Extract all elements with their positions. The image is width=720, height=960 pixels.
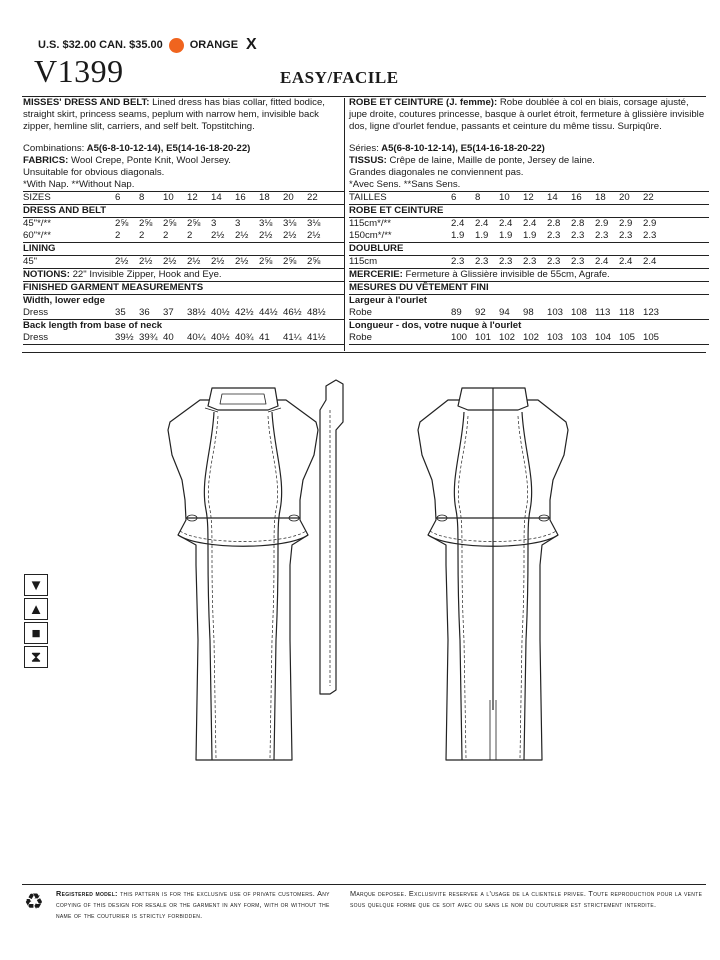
english-unsuitable: Unsuitable for obvious diagonals.	[23, 167, 165, 178]
series-label: Séries:	[349, 143, 379, 154]
copyright-lead: Registered model:	[56, 889, 118, 898]
english-column	[23, 97, 345, 345]
table-cell: 2.9	[619, 218, 633, 229]
price-text: U.S. $32.00 CAN. $35.00	[38, 39, 163, 51]
table-cell: 2⅝	[139, 218, 153, 229]
copyright-text: this pattern is for the exclusive use of private customers. Any copying of this design for resale or the garment in any form, with or without the name of the couturier is strictly forbidden.	[56, 889, 330, 920]
table-cell: 37	[163, 307, 174, 318]
table-cell: 16	[571, 192, 582, 203]
table-cell: 2⅝	[283, 256, 297, 267]
table-cell: 10	[499, 192, 510, 203]
table-cell: 3⅛	[307, 218, 321, 229]
table-cell: 108	[571, 307, 588, 318]
table-cell: 103	[547, 332, 564, 343]
doublure-label: DOUBLURE	[349, 243, 404, 254]
difficulty-label: EASY/FACILE	[280, 68, 399, 87]
table-cell: 103	[547, 307, 564, 318]
back-length-heading	[23, 320, 345, 332]
row-150-cells	[451, 230, 667, 242]
table-cell: 100	[451, 332, 468, 343]
tailles-cells	[451, 192, 667, 204]
table-cell: 2⅝	[115, 218, 129, 229]
width-label: Width, lower edge	[23, 295, 105, 306]
dress-length-row	[23, 332, 345, 345]
dress-width-row	[23, 307, 345, 320]
fabrics-label: FABRICS:	[23, 155, 69, 166]
english-description	[23, 97, 345, 133]
robe-width-row	[349, 307, 709, 320]
table-cell: 89	[451, 307, 462, 318]
table-cell: 18	[595, 192, 606, 203]
table-cell: 105	[643, 332, 660, 343]
table-cell: 2.3	[451, 256, 465, 267]
combinations-value: A5(6-8-10-12-14), E5(14-16-18-20-22)	[84, 143, 251, 154]
table-cell: 2½	[235, 256, 249, 267]
table-cell: 2½	[115, 256, 129, 267]
row-115-label: 115cm*/**	[349, 218, 391, 229]
english-copyright	[56, 888, 336, 921]
table-cell: 2	[163, 230, 169, 241]
metrage-row-150	[349, 230, 709, 243]
row-45-cells	[115, 218, 331, 230]
table-cell: 2.8	[547, 218, 561, 229]
doublure-115-cells	[451, 256, 667, 268]
table-cell: 1.9	[523, 230, 537, 241]
table-cell: 1.9	[451, 230, 465, 241]
tissus-value: Crêpe de laine, Maille de ponte, Jersey de laine.	[386, 155, 595, 166]
table-cell: 113	[595, 307, 611, 318]
robe-width-cells	[451, 307, 667, 319]
mercerie-value: Fermeture à Glissière invisible de 55cm, Agrafe.	[402, 269, 610, 280]
table-cell: 2.4	[619, 256, 633, 267]
french-copyright: Marque deposee. Exclusivite reservee a l'usage de la clientele privee. Toute reproduction pour la vente sous quelque forme que ce soit avec ou sans le nom du couturier est strictement interdite.	[350, 889, 703, 909]
series-value: A5(6-8-10-12-14), E5(14-16-18-20-22)	[378, 143, 545, 154]
table-cell: 6	[451, 192, 457, 203]
dress-belt-label: DRESS AND BELT	[23, 205, 107, 216]
table-cell: 46½	[283, 307, 302, 318]
mercerie-label: MERCERIE:	[349, 269, 403, 280]
table-cell: 22	[307, 192, 318, 203]
french-description-text: Robe doublée à col en biais, corsage ajusté, jupe droite, coutures princesse, basque à ourlet étroit, fermeture à glissière invisible dos, ligne d'ourlet fendue, passants et ceinture du même tissu. Surpiqûre.	[349, 97, 705, 132]
table-cell: 20	[283, 192, 294, 203]
footer-divider	[22, 884, 706, 885]
table-cell: 92	[475, 307, 486, 318]
table-cell: 14	[547, 192, 558, 203]
table-cell: 2.8	[571, 218, 585, 229]
table-cell: 2.3	[595, 230, 609, 241]
table-cell: 3⅛	[283, 218, 297, 229]
french-series	[349, 143, 709, 155]
table-cell: 2½	[187, 256, 201, 267]
table-cell: 40½	[211, 332, 230, 343]
front-dress-drawing	[168, 388, 318, 760]
table-cell: 2.9	[643, 218, 657, 229]
mesures-heading	[349, 282, 709, 295]
row-45-label: 45"*/**	[23, 218, 51, 229]
table-cell: 102	[523, 332, 540, 343]
lining-45-cells	[115, 256, 331, 268]
table-cell: 2.3	[571, 230, 585, 241]
table-cell: 2.3	[547, 230, 561, 241]
table-cell: 2½	[307, 230, 321, 241]
french-title: ROBE ET CEINTURE (J. femme):	[349, 97, 498, 108]
table-cell: 2.4	[499, 218, 513, 229]
table-cell: 8	[139, 192, 145, 203]
finished-heading	[23, 282, 345, 295]
table-cell: 2½	[283, 230, 297, 241]
belt-drawing	[320, 380, 343, 694]
sizes-row	[23, 192, 345, 205]
dress-belt-heading	[23, 205, 345, 218]
tailles-label: TAILLES	[349, 192, 387, 203]
table-cell: 2½	[211, 230, 225, 241]
table-cell: 2.4	[475, 218, 489, 229]
table-cell: 98	[523, 307, 534, 318]
table-cell: 2	[139, 230, 145, 241]
table-cell: 8	[475, 192, 481, 203]
recycle-icon: ♻	[24, 889, 44, 914]
table-cell: 101	[475, 332, 492, 343]
table-cell: 2.4	[595, 256, 609, 267]
hourglass-icon: ⧗	[24, 646, 48, 668]
table-cell: 42½	[235, 307, 254, 318]
table-cell: 2	[115, 230, 121, 241]
width-heading	[23, 295, 345, 307]
table-cell: 2.3	[619, 230, 633, 241]
table-cell: 3	[235, 218, 241, 229]
table-cell: 2⅝	[307, 256, 321, 267]
table-cell: 2⅝	[259, 256, 273, 267]
doublure-row-115	[349, 256, 709, 269]
table-cell: 2.4	[451, 218, 465, 229]
mesures-label: MESURES DU VÊTEMENT FINI	[349, 282, 489, 293]
table-cell: 16	[235, 192, 246, 203]
table-cell: 104	[595, 332, 612, 343]
french-description	[349, 97, 709, 133]
table-cell: 41	[259, 332, 270, 343]
table-cell: 18	[259, 192, 270, 203]
table-cell: 12	[523, 192, 534, 203]
lining-45-label: 45"	[23, 256, 38, 267]
table-cell: 2½	[139, 256, 153, 267]
french-notions	[349, 269, 709, 282]
table-cell: 102	[499, 332, 516, 343]
row-60-cells	[115, 230, 331, 242]
sizes-cells	[115, 192, 331, 204]
table-cell: 2½	[259, 230, 273, 241]
largeur-label: Largeur à l'ourlet	[349, 295, 427, 306]
table-cell: 20	[619, 192, 630, 203]
table-cell: 2.3	[499, 256, 513, 267]
table-cell: 2.4	[523, 218, 537, 229]
table-cell: 94	[499, 307, 510, 318]
doublure-heading	[349, 243, 709, 256]
english-notions	[23, 269, 345, 282]
table-cell: 44½	[259, 307, 278, 318]
pattern-number: V1399	[34, 53, 124, 89]
dress-length-cells	[115, 332, 331, 344]
french-fabrics	[349, 155, 709, 167]
row-150-label: 150cm*/**	[349, 230, 392, 241]
color-name: ORANGE	[189, 39, 239, 51]
table-cell: 36	[139, 307, 150, 318]
table-cell: 48½	[307, 307, 326, 318]
combinations-label: Combinations:	[23, 143, 85, 154]
table-cell: 2.4	[643, 256, 657, 267]
table-cell: 2.9	[595, 218, 609, 229]
french-unsuitable: Grandes diagonales ne conviennent pas.	[349, 167, 524, 178]
table-cell: 123	[643, 307, 660, 318]
table-cell: 40½	[211, 307, 230, 318]
tailles-row	[349, 192, 709, 205]
table-cell: 2.3	[547, 256, 561, 267]
table-cell: 3	[211, 218, 217, 229]
table-cell: 1.9	[475, 230, 489, 241]
table-cell: 10	[163, 192, 174, 203]
technical-drawings	[0, 360, 720, 780]
robe-ceinture-heading	[349, 205, 709, 218]
doublure-115-label: 115cm	[349, 256, 378, 267]
robe-length-cells	[451, 332, 667, 344]
table-cell: 2.3	[523, 256, 537, 267]
square-icon: ■	[24, 622, 48, 644]
lining-label: LINING	[23, 243, 56, 254]
table-cell: 2.3	[571, 256, 585, 267]
row-115-cells	[451, 218, 667, 230]
metrage-row-115	[349, 218, 709, 230]
table-cell: 103	[571, 332, 588, 343]
table-cell: 40¼	[187, 332, 206, 343]
tissus-label: TISSUS:	[349, 155, 387, 166]
table-cell: 14	[211, 192, 222, 203]
english-title: MISSES' DRESS AND BELT:	[23, 97, 150, 108]
line-icons	[24, 574, 50, 670]
lining-row-45	[23, 256, 345, 269]
dress-width-cells	[115, 307, 331, 319]
robe-length-label: Robe	[349, 332, 372, 343]
yardage-row-60	[23, 230, 345, 243]
robe-ceinture-label: ROBE ET CEINTURE	[349, 205, 444, 216]
table-cell: 105	[619, 332, 636, 343]
triangle-down-icon: ▼	[24, 574, 48, 596]
table-cell: 41½	[307, 332, 326, 343]
english-fabrics	[23, 155, 345, 167]
finished-label: FINISHED GARMENT MEASUREMENTS	[23, 282, 204, 293]
table-cell: 22	[643, 192, 654, 203]
price-line	[38, 36, 257, 54]
table-cell: 118	[619, 307, 635, 318]
fabrics-value: Wool Crepe, Ponte Knit, Wool Jersey.	[68, 155, 231, 166]
table-cell: 2⅝	[187, 218, 201, 229]
table-cell: 2.3	[475, 256, 489, 267]
back-length-label: Back length from base of neck	[23, 320, 163, 331]
dress-length-label: Dress	[23, 332, 49, 343]
table-cell: 2½	[235, 230, 249, 241]
robe-width-label: Robe	[349, 307, 372, 318]
table-cell: 39½	[115, 332, 134, 343]
table-cell: 2.3	[643, 230, 657, 241]
french-nap-note: *Avec Sens. **Sans Sens.	[349, 179, 709, 192]
largeur-heading	[349, 295, 709, 307]
table-cell: 2⅝	[163, 218, 177, 229]
table-cell: 3⅛	[259, 218, 273, 229]
table-cell: 1.9	[499, 230, 513, 241]
back-dress-drawing	[418, 388, 568, 760]
table-cell: 2½	[211, 256, 225, 267]
dress-width-label: Dress	[23, 307, 49, 318]
french-column	[349, 97, 709, 345]
notions-label: NOTIONS:	[23, 269, 70, 280]
english-nap-note: *With Nap. **Without Nap.	[23, 179, 345, 192]
table-cell: 35	[115, 307, 126, 318]
table-cell: 2½	[163, 256, 177, 267]
table-cell: 40	[163, 332, 174, 343]
lining-heading	[23, 243, 345, 256]
triangle-up-icon: ▲	[24, 598, 48, 620]
english-combinations	[23, 143, 345, 155]
table-cell: 40¾	[235, 332, 254, 343]
table-cell: 39¾	[139, 332, 158, 343]
english-description-text: Lined dress has bias collar, fitted bodice, straight skirt, princess seams, peplum with narrow hem, invisible back zipper, hemline slit, carriers, and self belt. Topstitching.	[23, 97, 325, 132]
table-cell: 6	[115, 192, 121, 203]
table-cell: 2	[187, 230, 193, 241]
row-60-label: 60"*/**	[23, 230, 51, 241]
sizes-label: SIZES	[23, 192, 51, 203]
color-mark: X	[246, 36, 257, 53]
color-dot-icon	[169, 38, 184, 53]
notions-value: 22" Invisible Zipper, Hook and Eye.	[69, 269, 222, 280]
longueur-heading	[349, 320, 709, 332]
table-cell: 41¼	[283, 332, 302, 343]
bottom-divider	[22, 352, 706, 353]
robe-length-row	[349, 332, 709, 345]
table-cell: 38½	[187, 307, 206, 318]
yardage-row-45	[23, 218, 345, 230]
longueur-label: Longueur - dos, votre nuque à l'ourlet	[349, 320, 522, 331]
table-cell: 12	[187, 192, 198, 203]
